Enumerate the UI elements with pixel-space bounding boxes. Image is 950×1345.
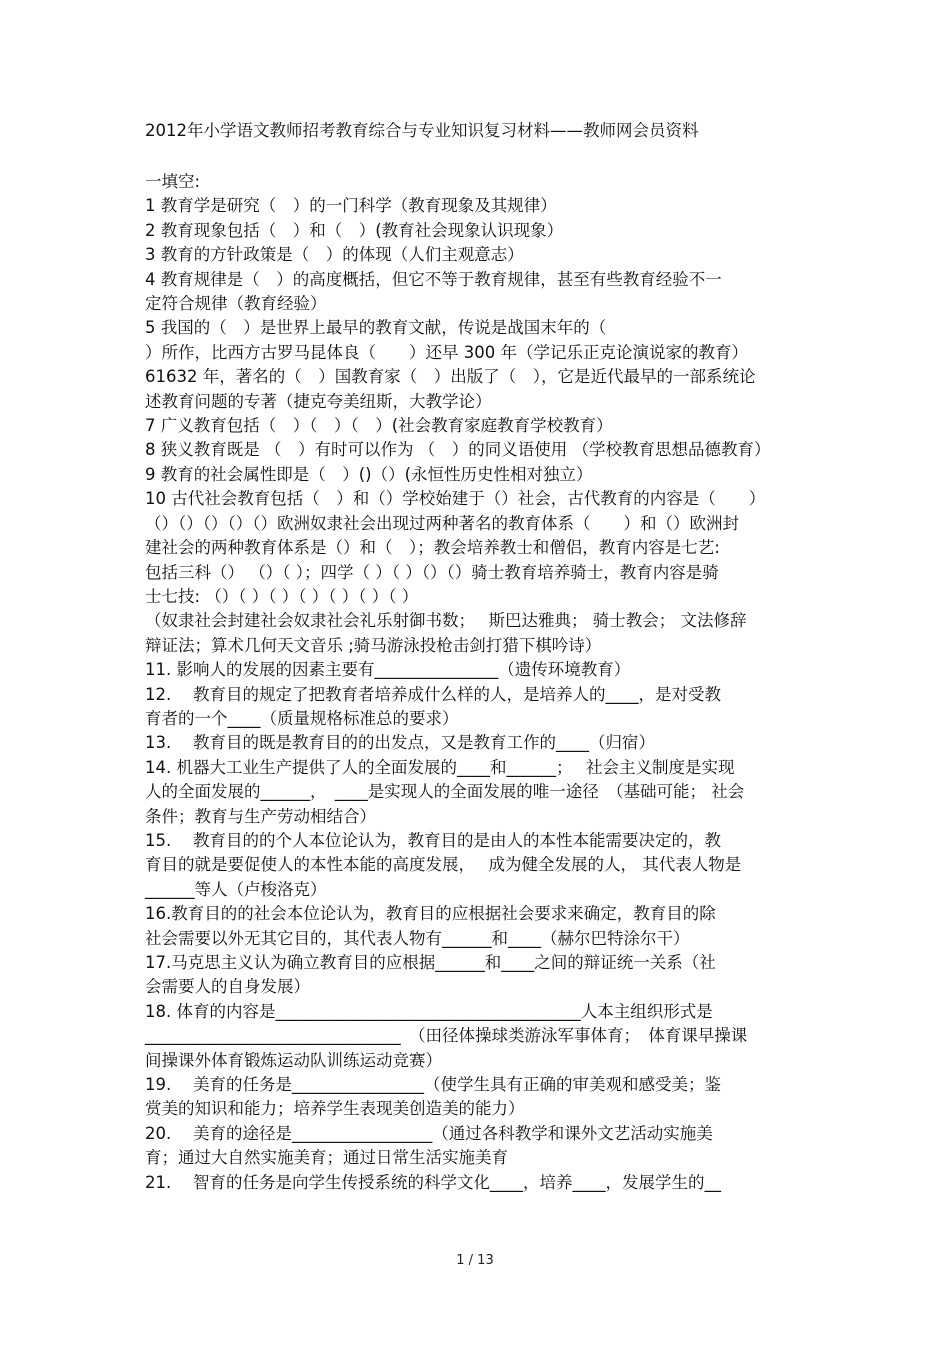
text-line: 14. 机器大工业生产提供了人的全面发展的____和______； 社会主义制度是实现 [145,757,735,777]
text-line: 人的全面发展的______， ____是实现人的全面发展的唯一途径 （基础可能； 社会 [145,782,745,802]
text-line: 16.教育目的的社会本位论认为，教育目的应根据社会要求来确定，教育目的除 [145,904,716,924]
text-line: 包括三科（） （）（ ）；四学（ ）（ ）（）（）骑士教育培养骑士，教育内容是骑 [145,562,719,582]
text-line: 育；通过大自然实施美育；通过日常生活实施美育 [145,1148,508,1168]
text-line: 11. 影响人的发展的因素主要有_______________（遗传环境教育） [145,660,631,680]
text-line: 5 我国的（ ）是世界上最早的教育文献，传说是战国末年的（ [145,318,607,338]
text-line: 20. 美育的途径是_________________（通过各科教学和课外文艺活动实施美 [145,1123,713,1143]
page-indicator: 1 / 13 [456,1253,494,1268]
text-line: 士七技: （）（ ）（ ）（ ）（ ）（ ）（ ） [145,586,419,606]
text-line: 19. 美育的任务是________________（使学生具有正确的审美观和感受美；鉴 [145,1075,721,1095]
text-line: 赏美的知识和能力；培养学生表现美创造美的能力） [145,1099,525,1119]
text-line: ______等人（卢梭洛克） [145,879,327,899]
text-line: 述教育问题的专著（捷克夸美纽斯，大教学论） [145,391,492,411]
text-line: 8 狭义教育既是 （ ）有时可以作为 （ ）的同义语使用 （学校教育思想品德教育） [145,440,771,460]
text-line: 17.马克思主义认为确立教育目的应根据______和____之间的辩证统一关系（社 [145,953,716,972]
text-line: 15. 教育目的的个人本位论认为，教育目的是由人的本性本能需要决定的，教 [145,830,721,850]
text-line: 育者的一个____（质量规格标准总的要求） [145,708,459,728]
text-line: （）（）（）（）（）欧洲奴隶社会出现过两种著名的教育体系（ ）和（）欧洲封 [145,513,739,533]
text-line: 间操课外体育锻炼运动队训练运动竞赛） [145,1050,442,1070]
text-line: 一填空: [145,172,201,191]
text-line: _______________________________ （田径体操球类游泳军事体育； 体育课早操课 [145,1026,748,1046]
text-line: 7 广义教育包括（ ）（ ）（ ）(社会教育家庭教育学校教育） [145,416,613,436]
text-line: 4 教育规律是（ ）的高度概括，但它不等于教育规律，甚至有些教育经验不一 [145,269,722,289]
text-line: （奴隶社会封建社会奴隶社会礼乐射御书数； 斯巴达雅典； 骑士教会； 文法修辞 [145,611,747,631]
text-line: 3 教育的方针政策是（ ）的体现（人们主观意志） [145,245,524,265]
text-line: 13. 教育目的既是教育目的的出发点，又是教育工作的____（归宿） [145,733,655,753]
text-line: 12. 教育目的规定了把教育者培养成什么样的人，是培养人的____，是对受教 [145,684,721,704]
text-line: 育目的就是要促使人的本性本能的高度发展， 成为健全发展的人， 其代表人物是 [145,855,742,875]
text-line: 社会需要以外无其它目的，其代表人物有______和____（赫尔巴特涂尔干） [145,928,690,948]
document-title: 2012年小学语文教师招考教育综合与专业知识复习材料——教师网会员资料 [145,121,699,140]
text-line: 条件；教育与生产劳动相结合） [145,806,376,826]
text-line: 18. 体育的内容是_____________________________________人本主组织形式是 [145,1001,713,1021]
text-line: 建社会的两种教育体系是（）和（ ）；教会培养教士和僧侣，教育内容是七艺: [145,538,720,558]
text-line: 定符合规律（教育经验） [145,294,327,314]
text-line: 21. 智育的任务是向学生传授系统的科学文化____，培养____，发展学生的__ [145,1172,721,1192]
text-line: ）所作，比西方古罗马昆体良（ ）还早 300 年（学记乐正克论演说家的教育） [145,342,748,362]
document-body [145,170,810,1195]
text-line: 1 教育学是研究（ ）的一门科学（教育现象及其规律） [145,196,557,216]
text-line: 辩证法；算术几何天文音乐 ;骑马游泳投枪击剑打猎下棋吟诗） [145,635,602,655]
text-line: 9 教育的社会属性即是（ ）()（）(永恒性历史性相对独立） [145,464,593,484]
text-line: 10 古代社会教育包括（ ）和（）学校始建于（）社会，古代教育的内容是（ ） [145,489,766,509]
text-line: 61632 年，著名的（ ）国教育家（ ）出版了（ ），它是近代最早的一部系统论 [145,367,756,387]
text-line: 2 教育现象包括（ ）和（ ）(教育社会现象认识现象） [145,220,564,240]
text-line: 会需要人的自身发展） [145,977,310,997]
